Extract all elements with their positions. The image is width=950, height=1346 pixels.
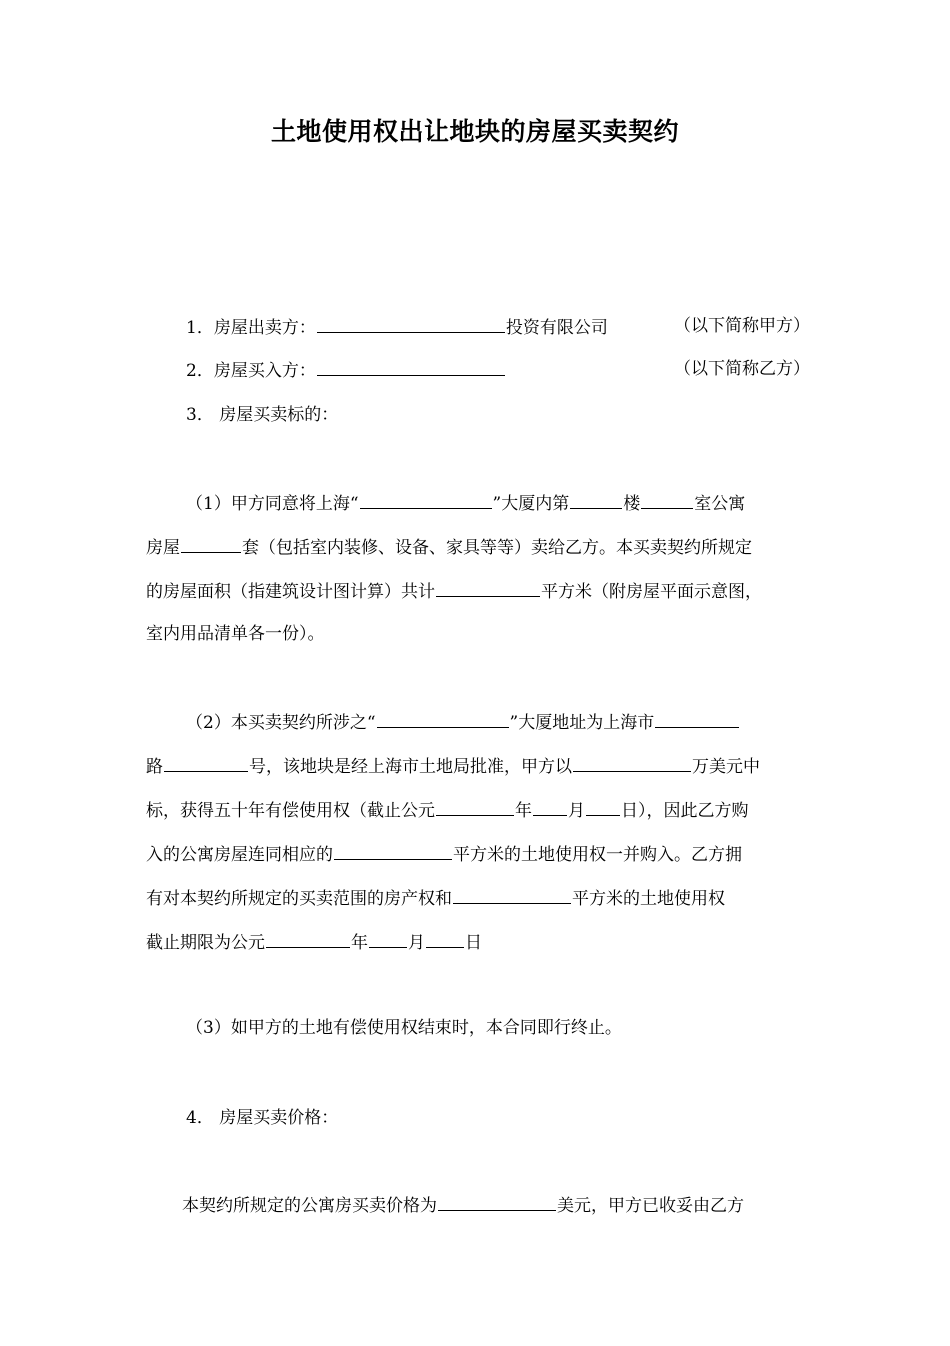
- party-a-line: [186, 314, 810, 340]
- clause-2-text: 年: [515, 801, 532, 821]
- clause-2-text: 平方米的土地使用权一并购入。乙方拥: [453, 845, 742, 865]
- area-blank: [436, 578, 540, 597]
- clause-1-line-2: [146, 534, 810, 560]
- clause-1-text: 室公寓: [694, 494, 746, 514]
- section-4-heading: 4． 房屋买卖价格：: [186, 1108, 339, 1128]
- clause-2-text: 万美元中: [692, 757, 760, 777]
- clause-1-text: 房屋: [146, 538, 180, 558]
- clause-2-text: 月: [568, 801, 585, 821]
- clause-2-text: 截止期限为公元: [146, 933, 265, 953]
- party-b-name-blank: [317, 357, 505, 376]
- term-year-blank: [266, 929, 350, 948]
- clause-2-text: 有对本契约所规定的买卖范围的房产权和: [146, 889, 452, 909]
- expiry-month-blank: [533, 797, 567, 816]
- clause-2-text: 入的公寓房屋连同相应的: [146, 845, 333, 865]
- clause-2-text: 日），因此乙方购: [621, 801, 749, 821]
- term-day-blank: [426, 929, 464, 948]
- land-area-blank-2: [453, 885, 571, 904]
- party-a-label: 1．房屋出卖方：: [186, 318, 316, 338]
- clause-2-text: ”大厦地址为上海市: [509, 713, 655, 733]
- clause-2-text: 年: [351, 933, 368, 953]
- clause-2-line-3: [146, 797, 810, 823]
- party-a-name-blank: [317, 314, 505, 333]
- clause-2-line-4: [146, 841, 810, 867]
- party-a-suffix: 投资有限公司: [505, 318, 608, 338]
- clause-2-line-2: [146, 753, 810, 779]
- clause-1-text: 楼: [623, 494, 641, 514]
- party-b-line: [186, 357, 810, 383]
- price-text: 本契约所规定的公寓房买卖价格为: [182, 1196, 437, 1216]
- clause-2-text: 平方米的土地使用权: [572, 889, 725, 909]
- clause-2-line-5: [146, 885, 810, 911]
- room-blank: [641, 490, 693, 509]
- expiry-year-blank: [436, 797, 514, 816]
- clause-2-text: 路: [146, 757, 163, 777]
- clause-1-line-3: [146, 578, 810, 604]
- building-name-blank-2: [377, 709, 509, 728]
- units-blank: [181, 534, 241, 553]
- road-blank: [655, 709, 739, 728]
- term-month-blank: [369, 929, 407, 948]
- clause-1-line-4: 室内用品清单各一份）。: [146, 624, 325, 644]
- clause-2-text: （2）本买卖契约所涉之“: [186, 713, 376, 733]
- clause-2-line-6: [146, 929, 810, 955]
- clause-1-text: 的房屋面积（指建筑设计图计算）共计: [146, 582, 435, 602]
- document-title: 土地使用权出让地块的房屋买卖契约: [270, 117, 679, 146]
- section-3-heading: 3． 房屋买卖标的：: [186, 405, 339, 425]
- bid-amount-blank: [573, 753, 691, 772]
- clause-2-text: 号，该地块是经上海市土地局批准，甲方以: [249, 757, 572, 777]
- clause-1-text: 平方米（附房屋平面示意图，: [541, 582, 762, 602]
- clause-3: （3）如甲方的土地有偿使用权结束时，本合同即行终止。: [186, 1018, 622, 1038]
- party-b-label: 2．房屋买入方：: [186, 361, 316, 381]
- party-a-note: （以下简称甲方）: [674, 316, 810, 336]
- building-name-blank: [360, 490, 492, 509]
- clause-1-text: 套（包括室内装修、设备、家具等等）卖给乙方。本买卖契约所规定: [242, 538, 752, 558]
- clause-2-line-1: [186, 709, 810, 735]
- expiry-day-blank: [586, 797, 620, 816]
- land-area-blank: [334, 841, 452, 860]
- floor-blank: [570, 490, 622, 509]
- clause-1-text: （1）甲方同意将上海“: [186, 494, 359, 514]
- party-b-note: （以下简称乙方）: [674, 359, 810, 379]
- price-blank: [438, 1192, 556, 1211]
- road-name-blank: [164, 753, 248, 772]
- price-text: 美元，甲方已收妥由乙方: [557, 1196, 744, 1216]
- price-line: [182, 1192, 810, 1218]
- clause-1-line-1: [186, 490, 810, 516]
- clause-2-text: 标，获得五十年有偿使用权（截止公元: [146, 801, 435, 821]
- clause-2-text: 月: [408, 933, 425, 953]
- clause-1-text: ”大厦内第: [492, 494, 570, 514]
- clause-2-text: 日: [465, 933, 482, 953]
